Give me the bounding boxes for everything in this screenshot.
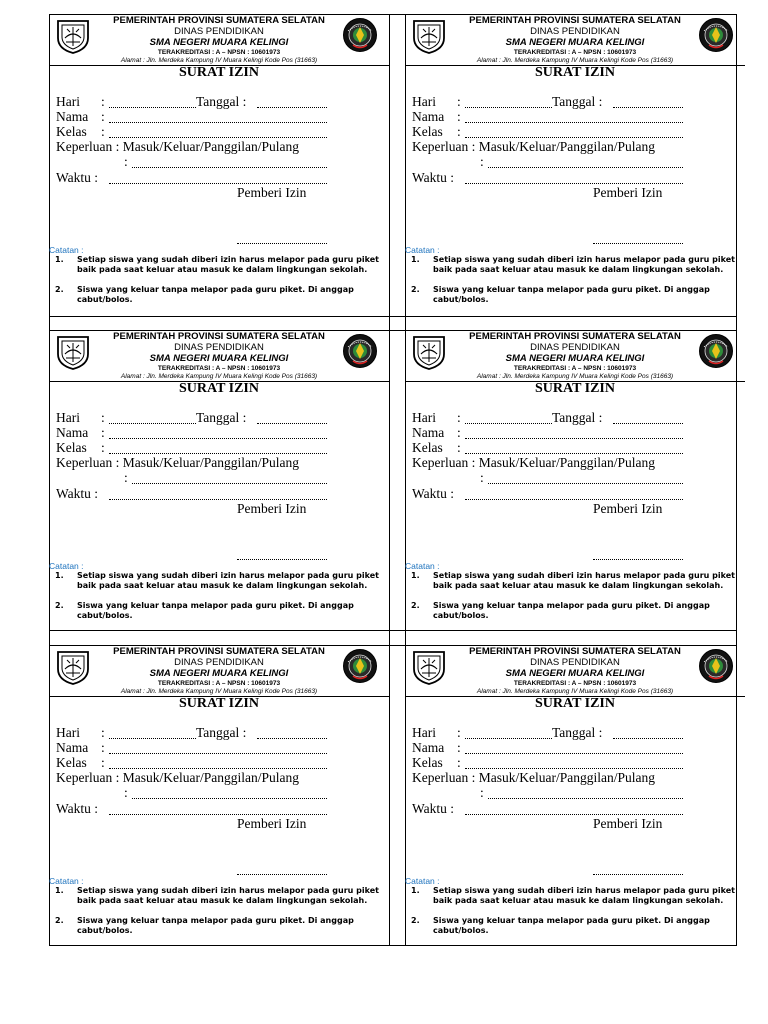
note-text: Siswa yang keluar tanpa melapor pada guru piket. Di anggap cabut/bolos.: [77, 601, 354, 620]
note-number: 1.: [55, 571, 64, 580]
hari-colon: :: [457, 410, 461, 425]
note-text: Setiap siswa yang sudah diberi izin harus melapor pada guru piket baik pada saat keluar atau masuk ke dalam lingkungan sekolah.: [77, 255, 379, 274]
permit-slip: [49, 646, 389, 946]
keperluan-field[interactable]: [132, 483, 327, 484]
pemberi-izin-label: Pemberi Izin: [593, 501, 663, 516]
form-title: SURAT IZIN: [178, 696, 259, 711]
tanggal-label: Tanggal :: [552, 410, 603, 425]
form-title: SURAT IZIN: [178, 381, 259, 396]
kelas-label: Kelas: [56, 124, 87, 139]
tanggal-field[interactable]: [257, 423, 327, 424]
pemberi-izin-label: Pemberi Izin: [593, 185, 663, 200]
school-name: SMA NEGERI MUARA KELINGI: [149, 353, 289, 364]
nama-field[interactable]: [109, 438, 327, 439]
note-text: Siswa yang keluar tanpa melapor pada guru piket. Di anggap cabut/bolos.: [433, 916, 710, 935]
note-item-2: [405, 285, 745, 307]
school-name: SMA NEGERI MUARA KELINGI: [149, 668, 289, 679]
agency-heading: DINAS PENDIDIKAN: [174, 26, 264, 37]
tanggal-label: Tanggal :: [552, 725, 603, 740]
note-number: 1.: [411, 571, 420, 580]
tanggal-label: Tanggal :: [196, 725, 247, 740]
tanggal-field[interactable]: [613, 738, 683, 739]
waktu-label: Waktu :: [56, 801, 99, 816]
kelas-colon: :: [101, 755, 105, 770]
nama-colon: :: [457, 425, 461, 440]
kelas-label: Kelas: [412, 755, 443, 770]
keperluan-field[interactable]: [132, 798, 327, 799]
nama-colon: :: [101, 425, 105, 440]
nama-colon: :: [457, 740, 461, 755]
accreditation-line: TERAKREDITASI : A – NPSN : 10601973: [157, 680, 281, 687]
waktu-field[interactable]: [465, 499, 683, 500]
waktu-field[interactable]: [109, 814, 327, 815]
hari-colon: :: [101, 725, 105, 740]
note-text: Setiap siswa yang sudah diberi izin harus melapor pada guru piket baik pada saat keluar atau masuk ke dalam lingkungan sekolah.: [77, 571, 379, 590]
keperluan-colon: :: [480, 154, 484, 169]
note-number: 2.: [55, 916, 64, 925]
nama-label: Nama: [412, 425, 445, 440]
tanggal-field[interactable]: [257, 738, 327, 739]
accreditation-line: TERAKREDITASI : A – NPSN : 10601973: [157, 49, 281, 56]
note-number: 2.: [411, 285, 420, 294]
nama-colon: :: [457, 109, 461, 124]
keperluan-field[interactable]: [488, 483, 683, 484]
permit-slip: [405, 646, 745, 946]
keperluan-colon: :: [124, 470, 128, 485]
catatan-label: Catatan :: [49, 245, 84, 255]
tanggal-label: Tanggal :: [552, 94, 603, 109]
tanggal-field[interactable]: [257, 107, 327, 108]
agency-heading: DINAS PENDIDIKAN: [530, 657, 620, 668]
note-text: Siswa yang keluar tanpa melapor pada guru piket. Di anggap cabut/bolos.: [433, 601, 710, 620]
pemberi-izin-label: Pemberi Izin: [237, 501, 307, 516]
catatan-label: Catatan :: [49, 561, 84, 571]
hari-field[interactable]: [465, 423, 552, 424]
keperluan-colon: :: [124, 154, 128, 169]
signature-line[interactable]: [237, 243, 327, 244]
hari-label: Hari: [56, 410, 80, 425]
waktu-field[interactable]: [109, 183, 327, 184]
province-heading: PEMERINTAH PROVINSI SUMATERA SELATAN: [469, 331, 681, 342]
note-number: 1.: [411, 886, 420, 895]
kelas-colon: :: [101, 440, 105, 455]
hari-label: Hari: [56, 94, 80, 109]
nama-label: Nama: [412, 109, 445, 124]
school-name: SMA NEGERI MUARA KELINGI: [505, 37, 645, 48]
pemberi-izin-label: Pemberi Izin: [237, 816, 307, 831]
form-title: SURAT IZIN: [534, 381, 615, 396]
accreditation-line: TERAKREDITASI : A – NPSN : 10601973: [513, 365, 637, 372]
row-divider-1a: [49, 316, 737, 317]
note-number: 1.: [411, 255, 420, 264]
address-line: Alamat : Jln. Merdeka Kampung IV Muara Kelingi Kode Pos (31663): [120, 688, 318, 695]
note-item-2: [49, 601, 389, 623]
hari-field[interactable]: [109, 423, 196, 424]
hari-label: Hari: [412, 410, 436, 425]
keperluan-field[interactable]: [488, 798, 683, 799]
kelas-colon: :: [457, 755, 461, 770]
kelas-field[interactable]: [109, 768, 327, 769]
nama-field[interactable]: [465, 753, 683, 754]
accreditation-line: TERAKREDITASI : A – NPSN : 10601973: [513, 49, 637, 56]
center-divider-left: [389, 14, 390, 946]
note-number: 2.: [411, 601, 420, 610]
note-number: 2.: [55, 601, 64, 610]
keperluan-label: Keperluan : Masuk/Keluar/Panggilan/Pulang: [56, 770, 299, 785]
note-item-1: [405, 571, 745, 601]
waktu-label: Waktu :: [412, 170, 455, 185]
note-item-1: [49, 255, 389, 285]
pemberi-izin-label: Pemberi Izin: [237, 185, 307, 200]
tanggal-field[interactable]: [613, 423, 683, 424]
note-number: 2.: [411, 916, 420, 925]
hari-colon: :: [457, 94, 461, 109]
hari-field[interactable]: [109, 738, 196, 739]
permit-slip: [49, 15, 389, 315]
form-title: SURAT IZIN: [534, 65, 615, 80]
keperluan-label: Keperluan : Masuk/Keluar/Panggilan/Pulang: [412, 139, 655, 154]
waktu-label: Waktu :: [412, 801, 455, 816]
tanggal-field[interactable]: [613, 107, 683, 108]
pemberi-izin-label: Pemberi Izin: [593, 816, 663, 831]
tanggal-label: Tanggal :: [196, 94, 247, 109]
note-text: Setiap siswa yang sudah diberi izin harus melapor pada guru piket baik pada saat keluar atau masuk ke dalam lingkungan sekolah.: [77, 886, 379, 905]
kelas-field[interactable]: [465, 768, 683, 769]
waktu-label: Waktu :: [56, 170, 99, 185]
hari-colon: :: [101, 410, 105, 425]
keperluan-label: Keperluan : Masuk/Keluar/Panggilan/Pulang: [412, 770, 655, 785]
keperluan-label: Keperluan : Masuk/Keluar/Panggilan/Pulang: [56, 139, 299, 154]
kelas-colon: :: [457, 124, 461, 139]
note-number: 1.: [55, 886, 64, 895]
keperluan-field[interactable]: [132, 167, 327, 168]
school-name: SMA NEGERI MUARA KELINGI: [505, 353, 645, 364]
signature-line[interactable]: [593, 874, 683, 875]
catatan-label: Catatan :: [405, 561, 440, 571]
kelas-label: Kelas: [56, 440, 87, 455]
agency-heading: DINAS PENDIDIKAN: [530, 26, 620, 37]
waktu-field[interactable]: [465, 183, 683, 184]
hari-label: Hari: [412, 725, 436, 740]
note-text: Setiap siswa yang sudah diberi izin harus melapor pada guru piket baik pada saat keluar atau masuk ke dalam lingkungan sekolah.: [433, 571, 735, 590]
hari-label: Hari: [56, 725, 80, 740]
note-item-2: [405, 601, 745, 623]
school-name: SMA NEGERI MUARA KELINGI: [505, 668, 645, 679]
hari-field[interactable]: [465, 107, 552, 108]
note-item-2: [49, 285, 389, 307]
keperluan-label: Keperluan : Masuk/Keluar/Panggilan/Pulang: [412, 455, 655, 470]
permit-slip: [49, 331, 389, 631]
school-name: SMA NEGERI MUARA KELINGI: [149, 37, 289, 48]
tanggal-label: Tanggal :: [196, 410, 247, 425]
note-text: Setiap siswa yang sudah diberi izin harus melapor pada guru piket baik pada saat keluar atau masuk ke dalam lingkungan sekolah.: [433, 886, 735, 905]
province-heading: PEMERINTAH PROVINSI SUMATERA SELATAN: [113, 646, 325, 657]
agency-heading: DINAS PENDIDIKAN: [174, 342, 264, 353]
note-text: Siswa yang keluar tanpa melapor pada guru piket. Di anggap cabut/bolos.: [77, 916, 354, 935]
note-item-1: [405, 886, 745, 916]
waktu-label: Waktu :: [412, 486, 455, 501]
nama-field[interactable]: [109, 122, 327, 123]
waktu-field[interactable]: [465, 814, 683, 815]
accreditation-line: TERAKREDITASI : A – NPSN : 10601973: [513, 680, 637, 687]
nama-colon: :: [101, 740, 105, 755]
catatan-label: Catatan :: [405, 876, 440, 886]
hari-field[interactable]: [109, 107, 196, 108]
kelas-field[interactable]: [109, 453, 327, 454]
keperluan-colon: :: [480, 470, 484, 485]
note-item-2: [405, 916, 745, 938]
keperluan-colon: :: [124, 785, 128, 800]
note-text: Setiap siswa yang sudah diberi izin harus melapor pada guru piket baik pada saat keluar atau masuk ke dalam lingkungan sekolah.: [433, 255, 735, 274]
address-line: Alamat : Jln. Merdeka Kampung IV Muara Kelingi Kode Pos (31663): [120, 57, 318, 64]
province-heading: PEMERINTAH PROVINSI SUMATERA SELATAN: [469, 15, 681, 26]
note-item-1: [49, 886, 389, 916]
kelas-label: Kelas: [412, 440, 443, 455]
province-heading: PEMERINTAH PROVINSI SUMATERA SELATAN: [469, 646, 681, 657]
address-line: Alamat : Jln. Merdeka Kampung IV Muara Kelingi Kode Pos (31663): [476, 688, 674, 695]
keperluan-colon: :: [480, 785, 484, 800]
note-item-2: [49, 916, 389, 938]
permit-slip: [405, 15, 745, 315]
nama-label: Nama: [56, 425, 89, 440]
signature-line[interactable]: [593, 243, 683, 244]
catatan-label: Catatan :: [405, 245, 440, 255]
address-line: Alamat : Jln. Merdeka Kampung IV Muara Kelingi Kode Pos (31663): [476, 57, 674, 64]
note-item-1: [405, 255, 745, 285]
kelas-label: Kelas: [412, 124, 443, 139]
agency-heading: DINAS PENDIDIKAN: [174, 657, 264, 668]
note-text: Siswa yang keluar tanpa melapor pada guru piket. Di anggap cabut/bolos.: [77, 285, 354, 304]
province-heading: PEMERINTAH PROVINSI SUMATERA SELATAN: [113, 15, 325, 26]
signature-line[interactable]: [237, 874, 327, 875]
waktu-label: Waktu :: [56, 486, 99, 501]
nama-label: Nama: [56, 740, 89, 755]
hari-colon: :: [457, 725, 461, 740]
address-line: Alamat : Jln. Merdeka Kampung IV Muara Kelingi Kode Pos (31663): [476, 373, 674, 380]
kelas-colon: :: [101, 124, 105, 139]
nama-label: Nama: [56, 109, 89, 124]
kelas-colon: :: [457, 440, 461, 455]
keperluan-label: Keperluan : Masuk/Keluar/Panggilan/Pulang: [56, 455, 299, 470]
note-number: 2.: [55, 285, 64, 294]
nama-field[interactable]: [465, 438, 683, 439]
hari-label: Hari: [412, 94, 436, 109]
nama-field[interactable]: [109, 753, 327, 754]
hari-field[interactable]: [465, 738, 552, 739]
catatan-label: Catatan :: [49, 876, 84, 886]
accreditation-line: TERAKREDITASI : A – NPSN : 10601973: [157, 365, 281, 372]
nama-colon: :: [101, 109, 105, 124]
kelas-field[interactable]: [109, 137, 327, 138]
nama-field[interactable]: [465, 122, 683, 123]
province-heading: PEMERINTAH PROVINSI SUMATERA SELATAN: [113, 331, 325, 342]
waktu-field[interactable]: [109, 499, 327, 500]
nama-label: Nama: [412, 740, 445, 755]
agency-heading: DINAS PENDIDIKAN: [530, 342, 620, 353]
kelas-field[interactable]: [465, 453, 683, 454]
signature-line[interactable]: [593, 559, 683, 560]
note-text: Siswa yang keluar tanpa melapor pada guru piket. Di anggap cabut/bolos.: [433, 285, 710, 304]
note-item-1: [49, 571, 389, 601]
note-number: 1.: [55, 255, 64, 264]
signature-line[interactable]: [237, 559, 327, 560]
permit-slip: [405, 331, 745, 631]
kelas-label: Kelas: [56, 755, 87, 770]
keperluan-field[interactable]: [488, 167, 683, 168]
form-title: SURAT IZIN: [534, 696, 615, 711]
form-title: SURAT IZIN: [178, 65, 259, 80]
hari-colon: :: [101, 94, 105, 109]
address-line: Alamat : Jln. Merdeka Kampung IV Muara Kelingi Kode Pos (31663): [120, 373, 318, 380]
kelas-field[interactable]: [465, 137, 683, 138]
